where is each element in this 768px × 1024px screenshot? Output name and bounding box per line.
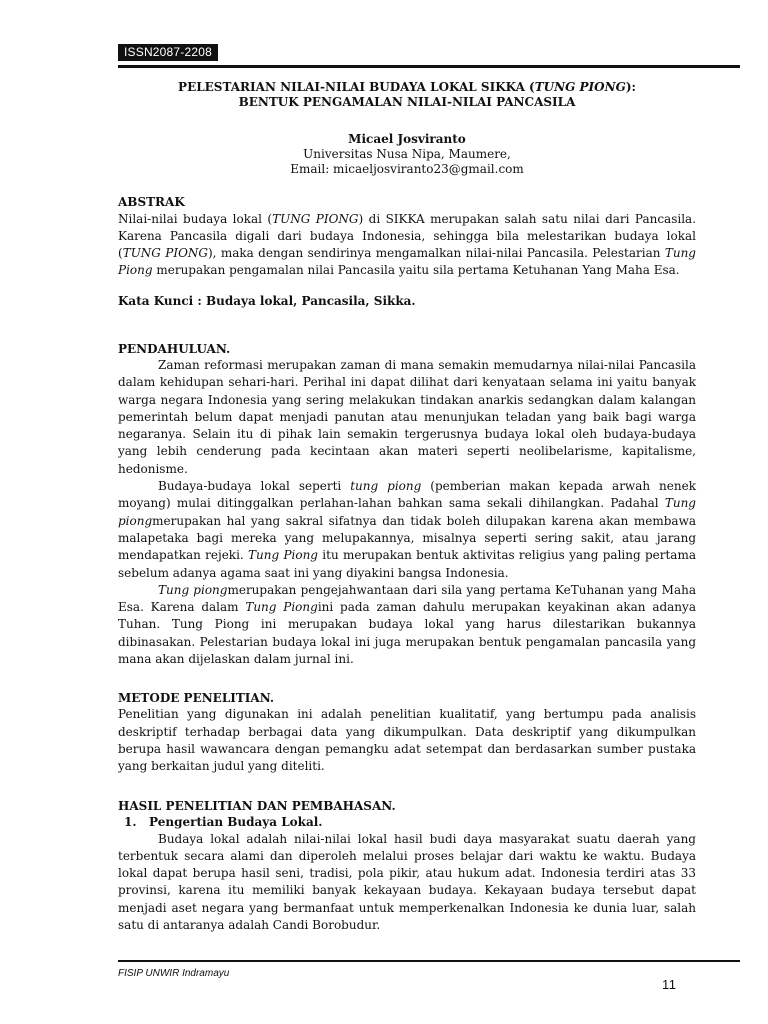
paragraph-segment: Budaya-budaya lokal seperti: [158, 479, 351, 494]
paper-title-line-1: [118, 80, 696, 95]
abstract-segment: ), maka dengan sendirinya mengamalkan nilai-nilai Pancasila. Pelestarian: [208, 246, 665, 260]
results-list-item-1: 1. Pengertian Budaya Lokal.: [124, 814, 323, 829]
abstract-italic: TUNG PIONG: [272, 212, 359, 226]
abstract-text: [118, 211, 696, 279]
abstract: [118, 194, 696, 279]
intro-paragraph-3: [118, 582, 696, 668]
section-heading-results: HASIL PENELITIAN DAN PEMBAHASAN.: [118, 798, 396, 813]
intro-paragraph-2: [118, 478, 696, 582]
paragraph-segment: merupakan hal yang sakral sifatnya dan tidak boleh dilupakan karena akan membawa malapetaka bagi mereka yang melupakannya, misalnya seperti sering sakit, atau jarang mendapatkan rejeki.: [118, 513, 696, 563]
affiliation: Universitas Nusa Nipa, Maumere,: [303, 147, 511, 161]
paragraph-italic: Tung Piong: [245, 600, 318, 615]
paragraph-segment: merupakan pengejahwantaan dari sila yang pertama KeTuhanan yang Maha Esa. Karena dalam: [118, 582, 696, 615]
paper-title-line-2: BENTUK PENGAMALAN NILAI-NILAI PANCASILA: [238, 95, 576, 109]
intro-paragraph-1: Zaman reformasi merupakan zaman di mana semakin memudarnya nilai-nilai Pancasila dalam kehidupan sehari-hari. Perihal ini dapat dilihat dari kenyataan selama ini yaitu banyak warga negara Indonesia yang sering melakukan tindakan anarkis sedangkan dalam kalangan pemerintah belum dapat menjadi panutan atau menunjukan teladan yang baik bagi warga negaranya. Selain itu di pihak lain semakin tergerusnya budaya lokal oleh budaya-budaya yang lebih cenderung pada kecintaan akan materi seperti neolibelarisme, kapitalisme, hedonisme.: [118, 358, 696, 476]
footer-rule: [118, 960, 740, 962]
keywords: Kata Kunci : Budaya lokal, Pancasila, Sikka.: [118, 294, 416, 308]
results-paragraph: Budaya lokal adalah nilai-nilai lokal hasil budi daya masyarakat suatu daerah yang terbentuk secara alami dan diperoleh melalui proses belajar dari waktu ke waktu. Budaya lokal dapat berupa hasil seni, tradisi, pola pikir, atau hukum adat. Indonesia terdiri atas 33 provinsi, karena itu memiliki banyak kekayaan budaya. Kekayaan budaya tersebut dapat menjadi aset negara yang bermanfaat untuk memperkenalkan Indonesia ke dunia luar, salah satu di antaranya adalah Candi Borobudur.: [118, 831, 696, 933]
abstract-italic: Tung Piong: [118, 246, 696, 277]
paragraph-italic: Tung piong: [158, 582, 228, 597]
paragraph-italic: Tung piong: [118, 496, 696, 528]
abstract-italic: TUNG PIONG: [122, 246, 208, 260]
header-rule: [118, 65, 740, 68]
email: Email: micaeljosviranto23@gmail.com: [290, 162, 524, 176]
abstract-segment: merupakan pengamalan nilai Pancasila yaitu sila pertama Ketuhanan Yang Maha Esa.: [152, 263, 680, 277]
author-block: [118, 132, 696, 177]
title-text-suffix: ):: [625, 80, 636, 94]
paragraph-segment: itu merupakan bentuk aktivitas religius yang paling pertama sebelum adanya agama saat ini yang diyakini bangsa Indonesia.: [118, 548, 696, 580]
section-heading-intro: PENDAHULUAN.: [118, 342, 231, 356]
author-name: Micael Josviranto: [348, 132, 466, 146]
paragraph-segment: (pemberian makan kepada arwah nenek moyang) mulai ditinggalkan perlahan-lahan bahkan sama sekali dihilangkan. Padahal: [118, 479, 696, 511]
page-number: 11: [662, 977, 677, 992]
section-heading-method: METODE PENELITIAN.: [118, 691, 275, 706]
title-text: PELESTARIAN NILAI-NILAI BUDAYA LOKAL SIKKA (: [178, 80, 535, 94]
abstract-segment: Nilai-nilai budaya lokal (: [118, 212, 273, 226]
title-italic-text: TUNG PIONG: [534, 80, 626, 94]
paragraph-italic: Tung Piong: [248, 548, 318, 563]
method-paragraph: Penelitian yang digunakan ini adalah penelitian kualitatif, yang bertumpu pada analisis deskriptif terhadap berbagai data yang dikumpulkan. Data deskriptif yang dikumpulkan berupa hasil wawancara dengan pemangku adat setempat dan berdasarkan sumber pustaka yang berkaitan judul yang diteliti.: [118, 707, 696, 774]
issn-label: ISSN2087-2208: [118, 44, 218, 61]
footer-institution: FISIP UNWIR Indramayu: [118, 968, 230, 979]
paragraph-segment: ini pada zaman dahulu merupakan keyakinan akan adanya Tuhan. Tung Piong ini merupakan budaya lokal yang harus dilestarikan bukannya dibinasakan. Pelestarian budaya lokal ini juga merupakan bentuk pengamalan pancasila yang mana akan dijelaskan dalam jurnal ini.: [118, 600, 696, 667]
abstract-heading: ABSTRAK: [118, 195, 185, 209]
abstract-segment: ) di SIKKA merupakan salah satu nilai dari Pancasila. Karena Pancasila digali dari budaya Indonesia, sehingga bila melestarikan budaya lokal (: [118, 212, 697, 260]
paragraph-italic: tung piong: [350, 479, 422, 494]
page-body: [118, 80, 696, 934]
